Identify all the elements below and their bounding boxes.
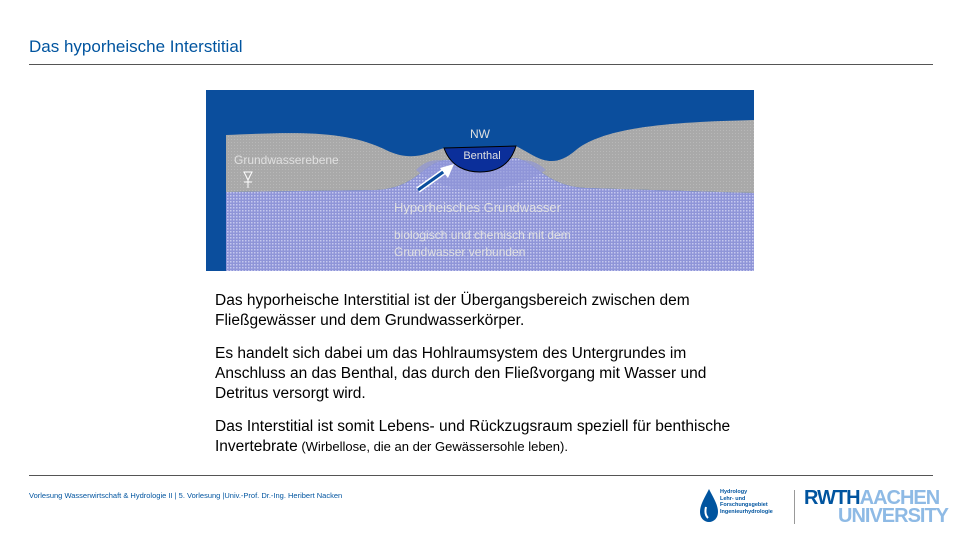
rwth-logo-rwth: RWTH	[804, 487, 860, 509]
rwth-logo-aachen: AACHEN	[859, 487, 940, 509]
rwth-logo	[804, 487, 949, 527]
water-drop-icon	[698, 487, 720, 525]
paragraph-3	[215, 417, 755, 457]
connected-label-line2: Grundwasser verbunden	[394, 245, 526, 259]
hydrology-logo	[698, 487, 788, 527]
page-title: Das hyporheische Interstitial	[29, 37, 243, 56]
title-divider	[29, 64, 933, 65]
grundwasserebene-label: Grundwasserebene	[234, 153, 339, 167]
diagram-svg	[206, 90, 754, 271]
footer-text: Vorlesung Wasserwirtschaft & Hydrologie II | 5. Vorlesung |Univ.-Prof. Dr.-Ing. Heribert Nacken	[29, 491, 343, 500]
benthal-label: Benthal	[463, 150, 501, 162]
paragraph-3-main: Das Interstitial ist somit Lebens- und Rückzugsraum speziell für benthische Invertebrate	[215, 418, 731, 455]
footer-divider	[29, 475, 933, 476]
connected-label-line1: biologisch und chemisch mit dem	[394, 228, 571, 242]
hyporheic-diagram	[206, 90, 754, 271]
hyporheic-label: Hyporheisches Grundwasser	[394, 200, 561, 215]
paragraph-2: Es handelt sich dabei um das Hohlraumsystem des Untergrundes im Anschluss an das Benthal, das durch den Fließvorgang mit Wasser und Detritus versorgt wird.	[215, 345, 707, 402]
paragraph-3-note: (Wirbellose, die an der Gewässersohle leben).	[297, 439, 568, 454]
paragraph-1: Das hyporheische Interstitial ist der Übergangsbereich zwischen dem Fließgewässer und dem Grundwasserkörper.	[215, 292, 690, 329]
hydrology-logo-text: Hydrology Lehr- und Forschungsgebiet Ingenieurhydrologie	[720, 489, 773, 515]
body-text	[215, 291, 755, 470]
rwth-logo-university: UNIVERSITY	[838, 505, 949, 527]
logo-divider	[794, 490, 795, 524]
nw-label: NW	[470, 127, 490, 141]
